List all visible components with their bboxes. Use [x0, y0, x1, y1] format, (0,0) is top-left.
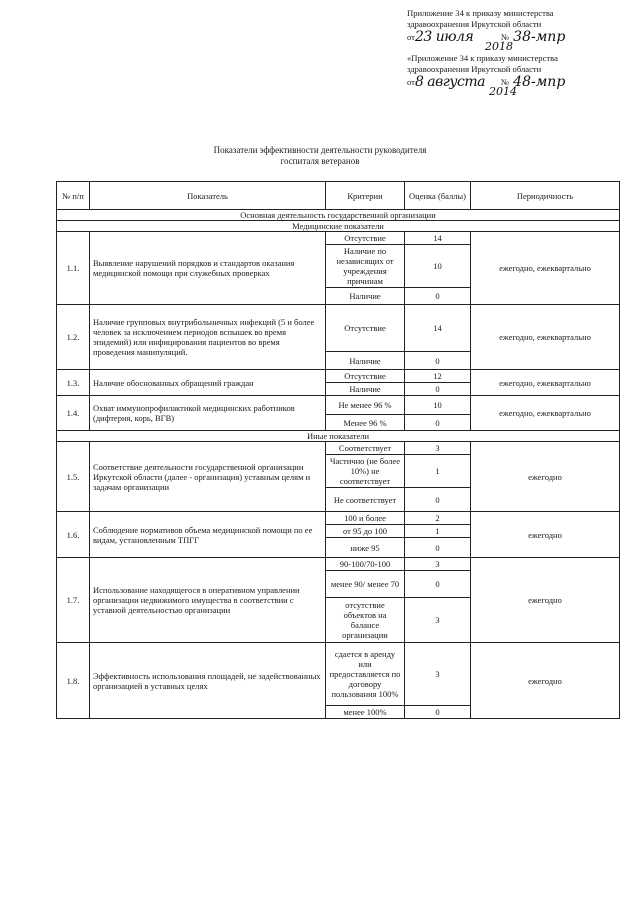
ot-label-1: от [407, 32, 415, 42]
period-cell: ежегодно, ежеквартально [471, 305, 620, 370]
annex-line-3: «Приложение 34 к приказу министерства [407, 53, 558, 63]
section-main-activity: Основная деятельность государственной организации [57, 210, 620, 221]
annex-line-4: здравоохранения Иркутской области [407, 64, 542, 74]
title-line-1: Показатели эффективности деятельности руководителя [213, 145, 427, 155]
criteria-cell: Отсутствие [326, 232, 405, 245]
criteria-cell: Наличие по независящих от учреждения причинам [326, 245, 405, 288]
score-cell: 0 [405, 571, 471, 598]
row-number: 1.6. [57, 512, 90, 558]
number-label-2: № [500, 77, 510, 87]
score-cell: 0 [405, 383, 471, 396]
table-row [57, 512, 620, 525]
row-number: 1.8. [57, 643, 90, 719]
row-number: 1.1. [57, 232, 90, 305]
ot-label-2: от [407, 77, 415, 87]
table-row [57, 370, 620, 383]
indicators-table [56, 181, 620, 719]
order-reference-block [407, 8, 632, 98]
table-row [57, 643, 620, 706]
handwritten-date-2: 8 августа [414, 74, 485, 90]
criteria-cell: Частично (не более 10%) не соответствует [326, 455, 405, 488]
indicator-cell: Соблюдение нормативов объема медицинской помощи по ее видам, установленным ТПГГ [90, 512, 326, 558]
period-cell: ежегодно, ежеквартально [471, 396, 620, 431]
handwritten-number-2: 48-мпр [513, 74, 566, 90]
section-other-indicators: Иные показатели [57, 431, 620, 442]
score-cell: 12 [405, 370, 471, 383]
row-number: 1.3. [57, 370, 90, 396]
score-cell: 14 [405, 232, 471, 245]
col-header-score: Оценка (баллы) [405, 182, 471, 210]
criteria-cell: Наличие [326, 288, 405, 305]
table-row [57, 305, 620, 352]
period-cell: ежегодно [471, 558, 620, 643]
criteria-cell: отсутствие объектов на балансе организации [326, 598, 405, 643]
criteria-cell: Менее 96 % [326, 415, 405, 431]
title-line-2: госпиталя ветеранов [280, 156, 360, 166]
indicator-cell: Эффективность использования площадей, не задействованных организацией в уставных целях [90, 643, 326, 719]
criteria-cell: Отсутствие [326, 305, 405, 352]
handwritten-number-1: 38-мпр [513, 29, 566, 45]
score-cell: 0 [405, 488, 471, 512]
section-row-medical [57, 221, 620, 232]
score-cell: 10 [405, 245, 471, 288]
col-header-period: Периодичность [471, 182, 620, 210]
indicator-cell: Охват иммунопрофилактикой медицинских работников (дифтерия, корь, ВГВ) [90, 396, 326, 431]
document-title [0, 145, 640, 167]
score-cell: 3 [405, 558, 471, 571]
criteria-cell: Не менее 96 % [326, 396, 405, 415]
table-header-row [57, 182, 620, 210]
section-medical-indicators: Медицинские показатели [57, 221, 620, 232]
criteria-cell: Соответствует [326, 442, 405, 455]
criteria-cell: 90-100/70-100 [326, 558, 405, 571]
score-cell: 0 [405, 538, 471, 558]
score-cell: 3 [405, 643, 471, 706]
period-cell: ежегодно, ежеквартально [471, 232, 620, 305]
table-row [57, 232, 620, 245]
score-cell: 10 [405, 396, 471, 415]
row-number: 1.5. [57, 442, 90, 512]
score-cell: 0 [405, 352, 471, 370]
criteria-cell: сдается в аренду или предоставляется по договору пользования 100% [326, 643, 405, 706]
period-cell: ежегодно [471, 512, 620, 558]
table-row [57, 442, 620, 455]
section-row-other [57, 431, 620, 442]
criteria-cell: Не соответствует [326, 488, 405, 512]
period-cell: ежегодно, ежеквартально [471, 370, 620, 396]
criteria-cell: Наличие [326, 352, 405, 370]
col-header-criteria: Критерии [326, 182, 405, 210]
annex-line-2: здравоохранения Иркутской области [407, 19, 542, 29]
score-cell: 14 [405, 305, 471, 352]
period-cell: ежегодно [471, 442, 620, 512]
criteria-cell: менее 100% [326, 706, 405, 719]
handwritten-year-1: 2018 [485, 40, 513, 53]
order-date-line-2 [407, 74, 632, 98]
score-cell: 1 [405, 455, 471, 488]
criteria-cell: 100 и более [326, 512, 405, 525]
row-number: 1.4. [57, 396, 90, 431]
criteria-cell: Наличие [326, 383, 405, 396]
period-cell: ежегодно [471, 643, 620, 719]
table-row [57, 396, 620, 415]
indicator-cell: Наличие групповых внутрибольничных инфекций (5 и более человек за исключением периодов вспышек во время эпидемий) или инфицирования пациентов во время проведения манипуляций. [90, 305, 326, 370]
indicator-cell: Наличие обоснованных обращений граждан [90, 370, 326, 396]
handwritten-year-2: 2014 [489, 85, 517, 98]
score-cell: 3 [405, 442, 471, 455]
section-row-main [57, 210, 620, 221]
score-cell: 0 [405, 706, 471, 719]
criteria-cell: ниже 95 [326, 538, 405, 558]
score-cell: 2 [405, 512, 471, 525]
number-label-1: № [500, 32, 510, 42]
row-number: 1.7. [57, 558, 90, 643]
handwritten-date-1: 23 июля [414, 29, 474, 45]
row-number: 1.2. [57, 305, 90, 370]
col-header-indicator: Показатель [90, 182, 326, 210]
table-row [57, 558, 620, 571]
annex-line-1: Приложение 34 к приказу министерства [407, 8, 554, 18]
score-cell: 1 [405, 525, 471, 538]
indicator-cell: Соответствие деятельности государственной организации Иркутской области (далее - организация) уставным целям и задачам организации [90, 442, 326, 512]
criteria-cell: менее 90/ менее 70 [326, 571, 405, 598]
order-date-line-1 [407, 29, 632, 53]
criteria-cell: Отсутствие [326, 370, 405, 383]
score-cell: 3 [405, 598, 471, 643]
score-cell: 0 [405, 415, 471, 431]
indicator-cell: Выявление нарушений порядков и стандартов оказания медицинской помощи при служебных проверках [90, 232, 326, 305]
criteria-cell: от 95 до 100 [326, 525, 405, 538]
indicator-cell: Использование находящегося в оперативном управлении организации недвижимого имущества в соответствии с уставной деятельностью организации [90, 558, 326, 643]
col-header-number: № п/п [57, 182, 90, 210]
score-cell: 0 [405, 288, 471, 305]
